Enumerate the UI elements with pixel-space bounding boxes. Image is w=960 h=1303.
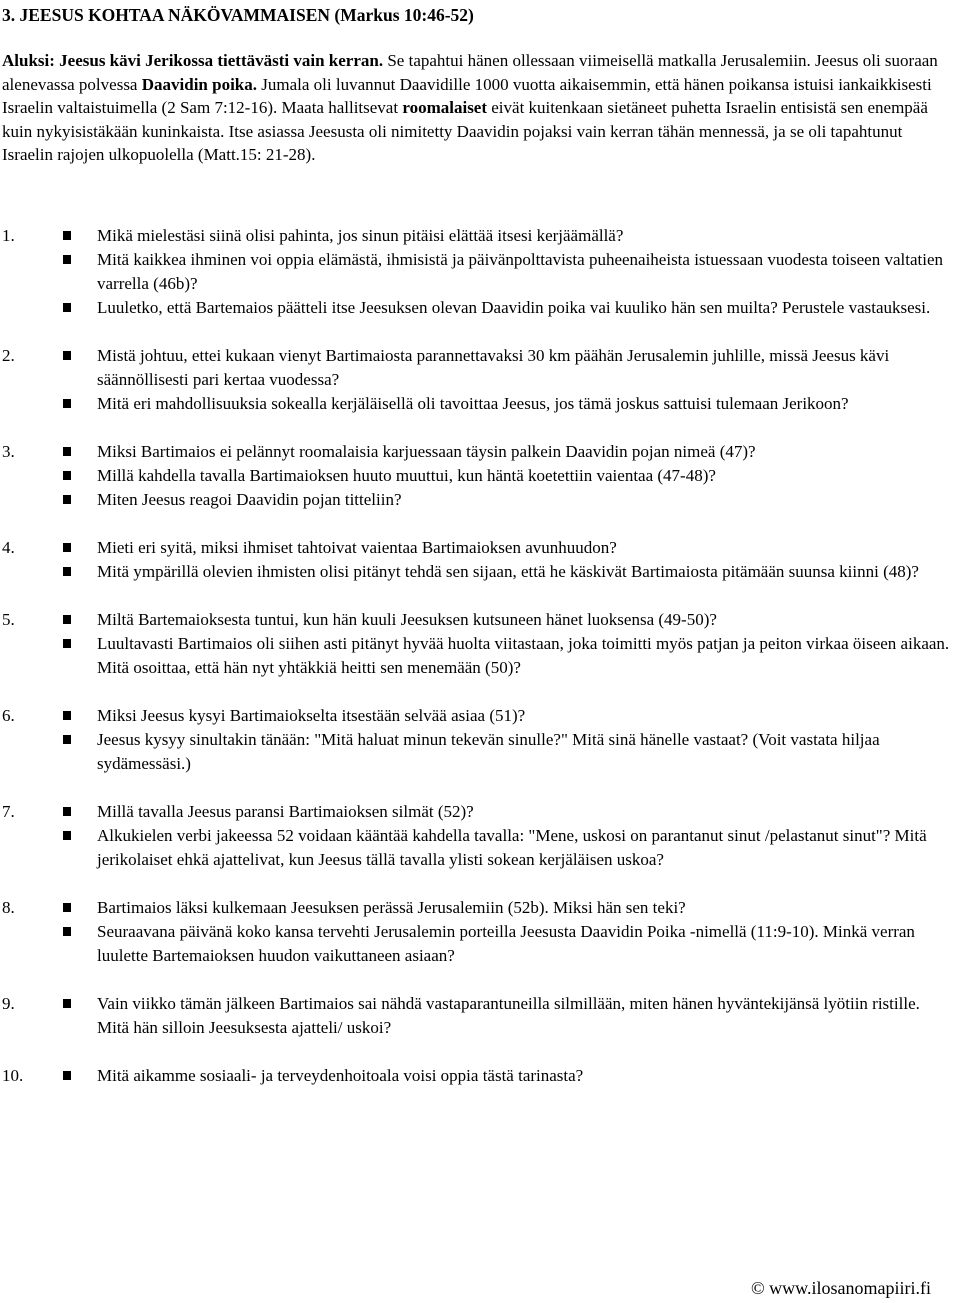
question-item <box>0 608 960 632</box>
question-group <box>0 896 960 968</box>
square-bullet-icon <box>63 903 71 912</box>
question-text: Mitä ympärillä olevien ihmisten olisi pitänyt tehdä sen sijaan, että he käskivät Bartimaiosta pitämään suunsa kiinni (48)? <box>97 562 919 581</box>
question-number: 5. <box>2 610 15 629</box>
question-number: 7. <box>2 802 15 821</box>
question-number: 1. <box>2 226 15 245</box>
question-text: Mikä mielestäsi siinä olisi pahinta, jos sinun pitäisi elättää itsesi kerjäämällä? <box>97 226 624 245</box>
question-text: Luuletko, että Bartemaios päätteli itse Jeesuksen olevan Daavidin poika vai kuuliko hän sen muilta? Perustele vastauksesi. <box>97 298 931 317</box>
question-item <box>0 824 960 872</box>
question-item <box>0 800 960 824</box>
question-text: Mitä eri mahdollisuuksia sokealla kerjäläisellä oli tavoittaa Jeesus, jos tämä joskus sattuisi tulemaan Jerikoon? <box>97 394 849 413</box>
square-bullet-icon <box>63 807 71 816</box>
question-item <box>0 728 960 776</box>
question-group <box>0 992 960 1040</box>
question-item <box>0 248 960 296</box>
question-text: Vain viikko tämän jälkeen Bartimaios sai nähdä vastaparantuneilla silmillään, miten hänen hyväntekijänsä lyötiin ristille. Mitä hän silloin Jeesuksesta ajatteli/ uskoi? <box>97 994 920 1037</box>
copyright-footer: © www.ilosanomapiiri.fi <box>751 1278 931 1298</box>
square-bullet-icon <box>63 255 71 264</box>
intro-text-1: Se tapahtui hänen ollessaan viimeisellä matkalla Jerusalemiin. Jeesus oli suoraan alenevassa polvessa <box>2 51 938 94</box>
square-bullet-icon <box>63 639 71 648</box>
question-group <box>0 440 960 512</box>
question-item <box>0 920 960 968</box>
question-item <box>0 464 960 488</box>
question-number: 8. <box>2 898 15 917</box>
question-number: 2. <box>2 346 15 365</box>
question-text: Alkukielen verbi jakeessa 52 voidaan kääntää kahdella tavalla: "Mene, uskosi on parantanut sinut /pelastanut sinut"? Mitä jerikolaiset ehkä ajattelivat, kun Jeesus tällä tavalla ylisti sokean kerjäläisen uskoa? <box>97 826 927 869</box>
question-number: 4. <box>2 538 15 557</box>
square-bullet-icon <box>63 999 71 1008</box>
question-text: Luultavasti Bartimaios oli siihen asti pitänyt hyvää huolta viitastaan, joka toimitti myös patjan ja peiton virkaa öiseen aikaan. Mitä osoittaa, että hän nyt yhtäkkiä heitti sen menemään (50)? <box>97 634 950 677</box>
question-item <box>0 560 960 584</box>
question-text: Millä tavalla Jeesus paransi Bartimaioksen silmät (52)? <box>97 802 474 821</box>
intro-paragraph <box>2 49 957 167</box>
question-item <box>0 896 960 920</box>
question-text: Miltä Bartemaioksesta tuntui, kun hän kuuli Jeesuksen kutsuneen hänet luoksensa (49-50)? <box>97 610 717 629</box>
square-bullet-icon <box>63 735 71 744</box>
question-item <box>0 704 960 728</box>
question-group <box>0 224 960 320</box>
question-item <box>0 488 960 512</box>
question-group <box>0 608 960 680</box>
question-item <box>0 992 960 1040</box>
question-group <box>0 1064 960 1088</box>
question-number: 6. <box>2 706 15 725</box>
square-bullet-icon <box>63 831 71 840</box>
question-group <box>0 536 960 584</box>
intro-lead: Aluksi: Jeesus kävi Jerikossa tiettävästi vain kerran. <box>2 51 384 70</box>
square-bullet-icon <box>63 471 71 480</box>
question-text: Mitä aikamme sosiaali- ja terveydenhoitoala voisi oppia tästä tarinasta? <box>97 1066 584 1085</box>
question-item <box>0 392 960 416</box>
intro-text-3: eivät kuitenkaan sietäneet puhetta Israelin entisistä sen enempää kuin nykyisistäkään kuninkaista. Itse asiassa Jeesusta oli nimitetty Daavidin pojaksi vain kerran tähän mennessä, ja se oli tapahtunut Israelin rajojen ulkopuolella (Matt.15: 21-28). <box>2 98 928 165</box>
intro-bold-roomalaiset: roomalaiset <box>402 98 488 118</box>
question-text: Mitä kaikkea ihminen voi oppia elämästä, ihmisistä ja päivänpolttavista puheenaiheista istuessaan vuodesta toiseen valtatien varrella (46b)? <box>97 250 943 293</box>
intro-bold-daavidin-poika: Daavidin poika. <box>141 74 257 94</box>
question-item <box>0 344 960 392</box>
question-text: Mieti eri syitä, miksi ihmiset tahtoivat vaientaa Bartimaioksen avunhuudon? <box>97 538 617 557</box>
question-item <box>0 536 960 560</box>
question-text: Mistä johtuu, ettei kukaan vienyt Bartimaiosta parannettavaksi 30 km päähän Jerusalemin juhlille, missä Jeesus kävi säännöllisesti pari kertaa vuodessa? <box>97 346 890 389</box>
question-number: 9. <box>2 994 15 1013</box>
square-bullet-icon <box>63 447 71 456</box>
question-number: 3. <box>2 442 15 461</box>
square-bullet-icon <box>63 927 71 936</box>
square-bullet-icon <box>63 231 71 240</box>
question-item <box>0 632 960 680</box>
document-title: 3. JEESUS KOHTAA NÄKÖVAMMAISEN (Markus 10:46-52) <box>2 5 474 25</box>
question-text: Jeesus kysyy sinultakin tänään: "Mitä haluat minun tekevän sinulle?" Mitä sinä hänelle vastaat? (Voit vastata hiljaa sydämessäsi.) <box>97 730 880 773</box>
question-item <box>0 1064 960 1088</box>
square-bullet-icon <box>63 543 71 552</box>
question-number: 10. <box>2 1066 24 1085</box>
question-text: Bartimaios läksi kulkemaan Jeesuksen perässä Jerusalemiin (52b). Miksi hän sen teki? <box>97 898 686 917</box>
question-item <box>0 296 960 320</box>
question-text: Seuraavana päivänä koko kansa tervehti Jerusalemin porteilla Jeesusta Daavidin Poika -nimellä (11:9-10). Minkä verran luulette Bartemaioksen huudon vaikuttaneen asiaan? <box>97 922 915 965</box>
question-text: Miksi Bartimaios ei pelännyt roomalaisia karjuessaan täysin palkein Daavidin pojan nimeä (47)? <box>97 442 756 461</box>
square-bullet-icon <box>63 303 71 312</box>
question-group <box>0 344 960 416</box>
square-bullet-icon <box>63 615 71 624</box>
question-text: Miten Jeesus reagoi Daavidin pojan titteliin? <box>97 490 402 509</box>
square-bullet-icon <box>63 399 71 408</box>
question-text: Miksi Jeesus kysyi Bartimaiokselta itsestään selvää asiaa (51)? <box>97 706 526 725</box>
intro-text-2: Jumala oli luvannut Daavidille 1000 vuotta aikaisemmin, että hänen poikansa istuisi iankaikkisesti Israelin valtaistuimella (2 Sam 7:12-16). Maata hallitsevat <box>2 74 932 118</box>
question-group <box>0 704 960 776</box>
square-bullet-icon <box>63 711 71 720</box>
square-bullet-icon <box>63 567 71 576</box>
question-group <box>0 800 960 872</box>
square-bullet-icon <box>63 1071 71 1080</box>
square-bullet-icon <box>63 351 71 360</box>
question-item <box>0 224 960 248</box>
question-text: Millä kahdella tavalla Bartimaioksen huuto muuttui, kun häntä koetettiin vaientaa (47-48)? <box>97 466 716 485</box>
question-list <box>0 224 960 1112</box>
question-item <box>0 440 960 464</box>
square-bullet-icon <box>63 495 71 504</box>
